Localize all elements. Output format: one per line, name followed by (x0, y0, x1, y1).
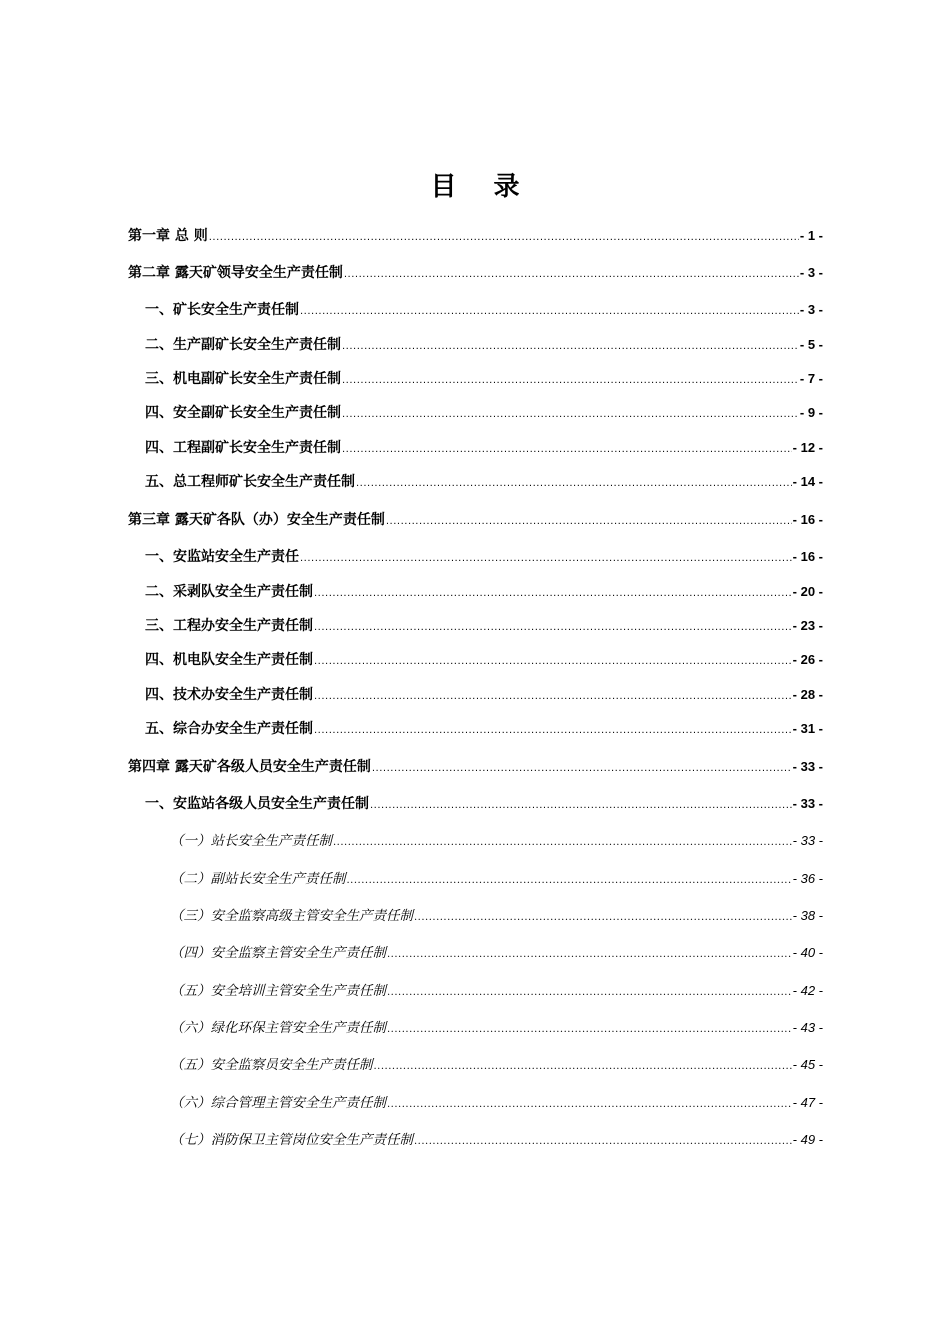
toc-entry-section[interactable] (145, 437, 823, 459)
toc-entry-chapter-2[interactable] (128, 262, 823, 284)
toc-page-number: - 33 - (792, 833, 823, 848)
toc-page-number: - 31 - (792, 721, 823, 736)
toc-entry-label: （五）安全监察员安全生产责任制 (170, 1057, 373, 1073)
toc-page-number: - 16 - (792, 549, 823, 564)
toc-page-number: - 40 - (792, 945, 823, 960)
toc-entry-subsection[interactable] (170, 905, 823, 927)
toc-entry-chapter-1[interactable] (128, 225, 823, 247)
toc-entry-label: （五）安全培训主管安全生产责任制 (170, 983, 386, 999)
toc-dot-leader (344, 264, 799, 286)
toc-entry-subsection[interactable] (170, 1054, 823, 1076)
toc-page-number: - 14 - (792, 474, 823, 489)
toc-dot-leader (387, 1019, 792, 1041)
toc-entry-label: 第四章 露天矿各级人员安全生产责任制 (128, 759, 371, 775)
toc-entry-chapter-4[interactable] (128, 756, 823, 778)
toc-dot-leader (314, 686, 792, 708)
toc-dot-leader (387, 1094, 792, 1116)
toc-page-number: - 28 - (792, 687, 823, 702)
toc-entry-label: 第二章 露天矿领导安全生产责任制 (128, 265, 343, 281)
toc-page-number: - 9 - (799, 405, 823, 420)
toc-entry-section[interactable] (145, 684, 823, 706)
toc-dot-leader (387, 944, 792, 966)
toc-page-number: - 5 - (799, 337, 823, 352)
toc-dot-leader (314, 720, 792, 742)
toc-page-number: - 45 - (792, 1057, 823, 1072)
toc-dot-leader (209, 227, 799, 249)
toc-page-number: - 43 - (792, 1020, 823, 1035)
toc-entry-subsection[interactable] (170, 830, 823, 852)
toc-entry-label: 二、采剥队安全生产责任制 (145, 584, 313, 600)
toc-page-number: - 3 - (799, 265, 823, 280)
toc-dot-leader (300, 548, 792, 570)
toc-entry-subsection[interactable] (170, 1017, 823, 1039)
toc-entry-label: 四、技术办安全生产责任制 (145, 687, 313, 703)
toc-entry-label: （六）绿化环保主管安全生产责任制 (170, 1020, 386, 1036)
toc-entry-label: 二、生产副矿长安全生产责任制 (145, 337, 341, 353)
toc-entry-label: （一）站长安全生产责任制 (170, 833, 332, 849)
toc-page-number: - 1 - (799, 228, 823, 243)
toc-page-number: - 12 - (792, 440, 823, 455)
toc-entry-section[interactable] (145, 615, 823, 637)
toc-entry-section[interactable] (145, 334, 823, 356)
toc-page-number: - 33 - (792, 796, 823, 811)
toc-dot-leader (342, 439, 792, 461)
toc-entry-label: 一、安监站各级人员安全生产责任制 (145, 796, 369, 812)
toc-entry-label: （七）消防保卫主管岗位安全生产责任制 (170, 1132, 413, 1148)
toc-entry-subsection[interactable] (170, 980, 823, 1002)
toc-entry-label: 一、矿长安全生产责任制 (145, 302, 299, 318)
toc-entry-label: 四、工程副矿长安全生产责任制 (145, 440, 341, 456)
toc-page-number: - 7 - (799, 371, 823, 386)
toc-entry-section[interactable] (145, 471, 823, 493)
toc-entry-label: 第一章 总 则 (128, 228, 208, 244)
toc-dot-leader (414, 1131, 792, 1153)
toc-page-number: - 20 - (792, 584, 823, 599)
toc-page-number: - 26 - (792, 652, 823, 667)
toc-entry-label: 四、安全副矿长安全生产责任制 (145, 405, 341, 421)
toc-page-number: - 3 - (799, 302, 823, 317)
toc-entry-section[interactable] (145, 402, 823, 424)
toc-page-number: - 16 - (792, 512, 823, 527)
toc-entry-section[interactable] (145, 581, 823, 603)
toc-dot-leader (300, 301, 799, 323)
toc-entry-section[interactable] (145, 649, 823, 671)
toc-entry-section[interactable] (145, 368, 823, 390)
toc-dot-leader (372, 758, 792, 780)
toc-title: 目 录 (430, 172, 534, 202)
toc-entry-subsection[interactable] (170, 1092, 823, 1114)
toc-entry-section[interactable] (145, 546, 823, 568)
toc-dot-leader (370, 795, 792, 817)
toc-entry-chapter-3[interactable] (128, 509, 823, 531)
toc-entry-section[interactable] (145, 793, 823, 815)
toc-dot-leader (342, 404, 799, 426)
toc-dot-leader (374, 1056, 792, 1078)
toc-entry-label: 四、机电队安全生产责任制 (145, 652, 313, 668)
toc-page-number: - 33 - (792, 759, 823, 774)
toc-entry-label: （六）综合管理主管安全生产责任制 (170, 1095, 386, 1111)
toc-entry-section[interactable] (145, 718, 823, 740)
toc-dot-leader (314, 617, 792, 639)
toc-dot-leader (342, 336, 799, 358)
toc-page-number: - 36 - (792, 871, 823, 886)
toc-dot-leader (386, 511, 792, 533)
toc-entry-label: 三、机电副矿长安全生产责任制 (145, 371, 341, 387)
toc-entry-subsection[interactable] (170, 868, 823, 890)
toc-entry-label: 五、综合办安全生产责任制 (145, 721, 313, 737)
toc-entry-label: 五、总工程师矿长安全生产责任制 (145, 474, 355, 490)
toc-entry-label: （三）安全监察高级主管安全生产责任制 (170, 908, 413, 924)
toc-dot-leader (314, 651, 792, 673)
toc-page-number: - 42 - (792, 983, 823, 998)
toc-page-number: - 49 - (792, 1132, 823, 1147)
toc-entry-label: 三、工程办安全生产责任制 (145, 618, 313, 634)
toc-entry-subsection[interactable] (170, 942, 823, 964)
toc-dot-leader (347, 870, 792, 892)
toc-dot-leader (342, 370, 799, 392)
toc-dot-leader (387, 982, 792, 1004)
toc-page-number: - 47 - (792, 1095, 823, 1110)
toc-entry-section[interactable] (145, 299, 823, 321)
toc-page-number: - 38 - (792, 908, 823, 923)
toc-entry-subsection[interactable] (170, 1129, 823, 1151)
toc-dot-leader (333, 832, 792, 854)
toc-dot-leader (414, 907, 792, 929)
toc-entry-label: 第三章 露天矿各队（办）安全生产责任制 (128, 512, 385, 528)
toc-entry-label: 一、安监站安全生产责任 (145, 549, 299, 565)
toc-dot-leader (314, 583, 792, 605)
toc-dot-leader (356, 473, 792, 495)
toc-entry-label: （四）安全监察主管安全生产责任制 (170, 945, 386, 961)
toc-entry-label: （二）副站长安全生产责任制 (170, 871, 346, 887)
toc-page-number: - 23 - (792, 618, 823, 633)
